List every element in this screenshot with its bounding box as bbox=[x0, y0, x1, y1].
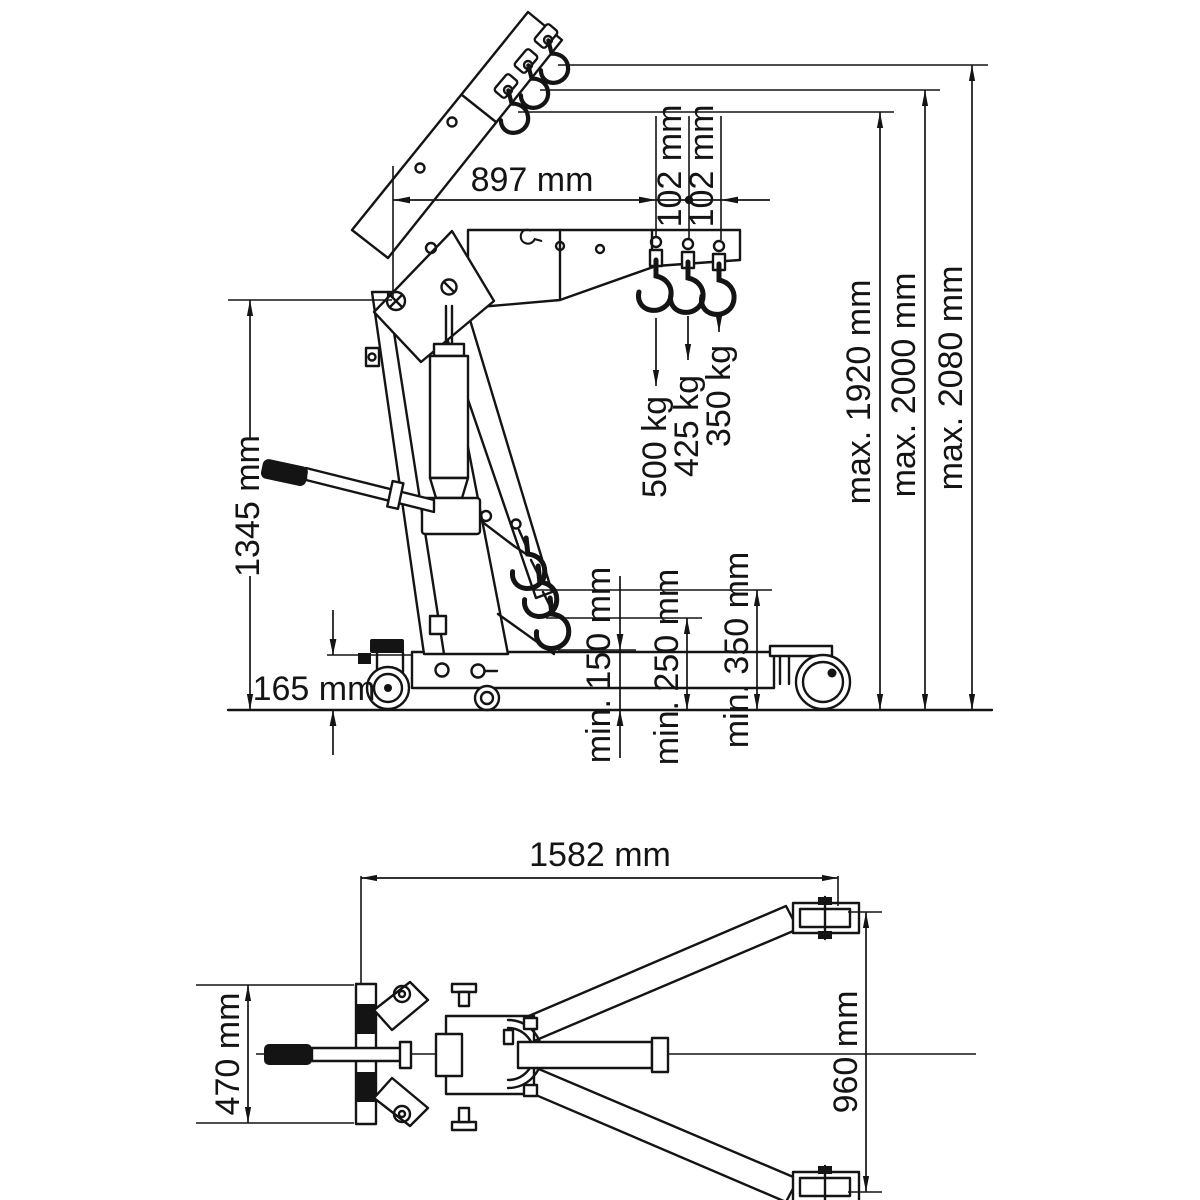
leg-right-top bbox=[496, 897, 859, 1052]
pump-handle-top bbox=[264, 1042, 411, 1068]
boom-raised bbox=[352, 12, 571, 258]
leg-right-bottom bbox=[496, 1056, 859, 1200]
dim-min-height-hook-2 bbox=[648, 569, 687, 766]
support-wheel bbox=[475, 686, 499, 710]
load-hook bbox=[701, 264, 734, 314]
dim-label-102-a: 102 mm bbox=[651, 104, 689, 228]
side-view bbox=[228, 12, 992, 765]
dim-max-height-hook-3 bbox=[932, 65, 972, 710]
dim-label-165: 165 mm bbox=[252, 670, 376, 708]
dim-leg-spread bbox=[827, 912, 882, 1192]
crane-top bbox=[264, 897, 859, 1200]
dim-label-897: 897 mm bbox=[470, 161, 594, 199]
dim-max-height-hook-2 bbox=[885, 90, 925, 710]
dim-label-min-150: min. 150 mm bbox=[580, 566, 618, 764]
dim-label-1345: 1345 mm bbox=[229, 435, 267, 577]
dim-label-960: 960 mm bbox=[827, 990, 865, 1114]
capacity-label-350: 350 kg bbox=[700, 344, 738, 448]
crane-side bbox=[260, 12, 850, 710]
dim-label-max-1920: max. 1920 mm bbox=[840, 279, 878, 505]
dim-min-height-hook-3 bbox=[580, 567, 623, 764]
boom-horizontal bbox=[468, 228, 740, 314]
capacity-label-500: 500 kg bbox=[636, 395, 674, 499]
front-caster bbox=[770, 646, 850, 709]
side-view-dimensions bbox=[228, 65, 992, 765]
dim-label-min-350: min. 350 mm bbox=[718, 551, 756, 749]
dim-label-470: 470 mm bbox=[209, 992, 247, 1116]
dim-label-102-b: 102 mm bbox=[683, 104, 721, 228]
dim-max-height-hook-1 bbox=[840, 112, 880, 710]
dim-overall-length bbox=[361, 836, 838, 984]
load-hook bbox=[670, 262, 703, 312]
dim-min-height-hook-1 bbox=[718, 552, 757, 749]
dim-label-max-2000: max. 2000 mm bbox=[885, 272, 923, 498]
top-view bbox=[196, 836, 976, 1200]
dim-label-min-250: min. 250 mm bbox=[648, 568, 686, 766]
capacity-annotations bbox=[636, 316, 738, 498]
dim-label-max-2080: max. 2080 mm bbox=[932, 265, 970, 491]
dim-label-1582: 1582 mm bbox=[529, 836, 671, 874]
capacity-label-425: 425 kg bbox=[668, 374, 706, 478]
